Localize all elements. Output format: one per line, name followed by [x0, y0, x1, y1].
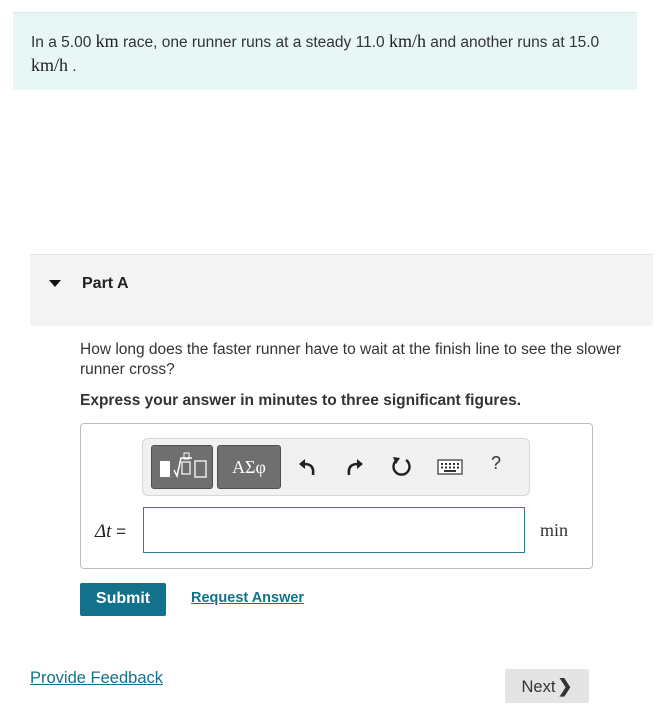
- problem-text: .: [68, 58, 77, 75]
- provide-feedback-link[interactable]: Provide Feedback: [30, 669, 163, 687]
- caret-down-icon[interactable]: [49, 280, 61, 287]
- next-button[interactable]: [505, 669, 589, 703]
- templates-button[interactable]: [151, 445, 213, 489]
- variable-symbol: Δt: [95, 521, 112, 542]
- unit-kmh: km/h: [388, 31, 426, 51]
- math-toolbar: [142, 438, 530, 496]
- problem-text: In a 5.00: [31, 34, 96, 51]
- chevron-right-icon: ❯: [557, 676, 573, 696]
- part-title: Part A: [82, 275, 129, 292]
- templates-icon: [152, 446, 212, 488]
- help-button[interactable]: ?: [491, 453, 502, 473]
- problem-text: race, one runner runs at a steady 11.0: [118, 34, 389, 51]
- answer-input[interactable]: [143, 507, 525, 553]
- problem-text: and another runs at 15.0: [425, 34, 600, 51]
- request-answer-link[interactable]: Request Answer: [191, 590, 305, 606]
- unit-kmh: km/h: [31, 55, 69, 75]
- next-label: Next: [521, 678, 556, 696]
- answer-instruction: Express your answer in minutes to three significant figures.: [80, 392, 522, 409]
- answer-unit: min: [540, 520, 569, 540]
- equals-sign: =: [111, 522, 127, 541]
- answer-variable-label: [95, 521, 126, 543]
- undo-icon[interactable]: [297, 455, 319, 477]
- reset-icon[interactable]: [391, 455, 413, 477]
- redo-icon[interactable]: [343, 455, 365, 477]
- keyboard-icon[interactable]: [437, 459, 463, 475]
- greek-symbols-button[interactable]: ΑΣφ: [217, 445, 281, 489]
- unit-km: km: [95, 31, 119, 51]
- submit-button[interactable]: Submit: [80, 583, 166, 616]
- problem-statement: [13, 12, 637, 90]
- question-text: How long does the faster runner have to wait at the finish line to see the slower runner cross?: [80, 341, 622, 378]
- part-a-header[interactable]: [30, 254, 653, 326]
